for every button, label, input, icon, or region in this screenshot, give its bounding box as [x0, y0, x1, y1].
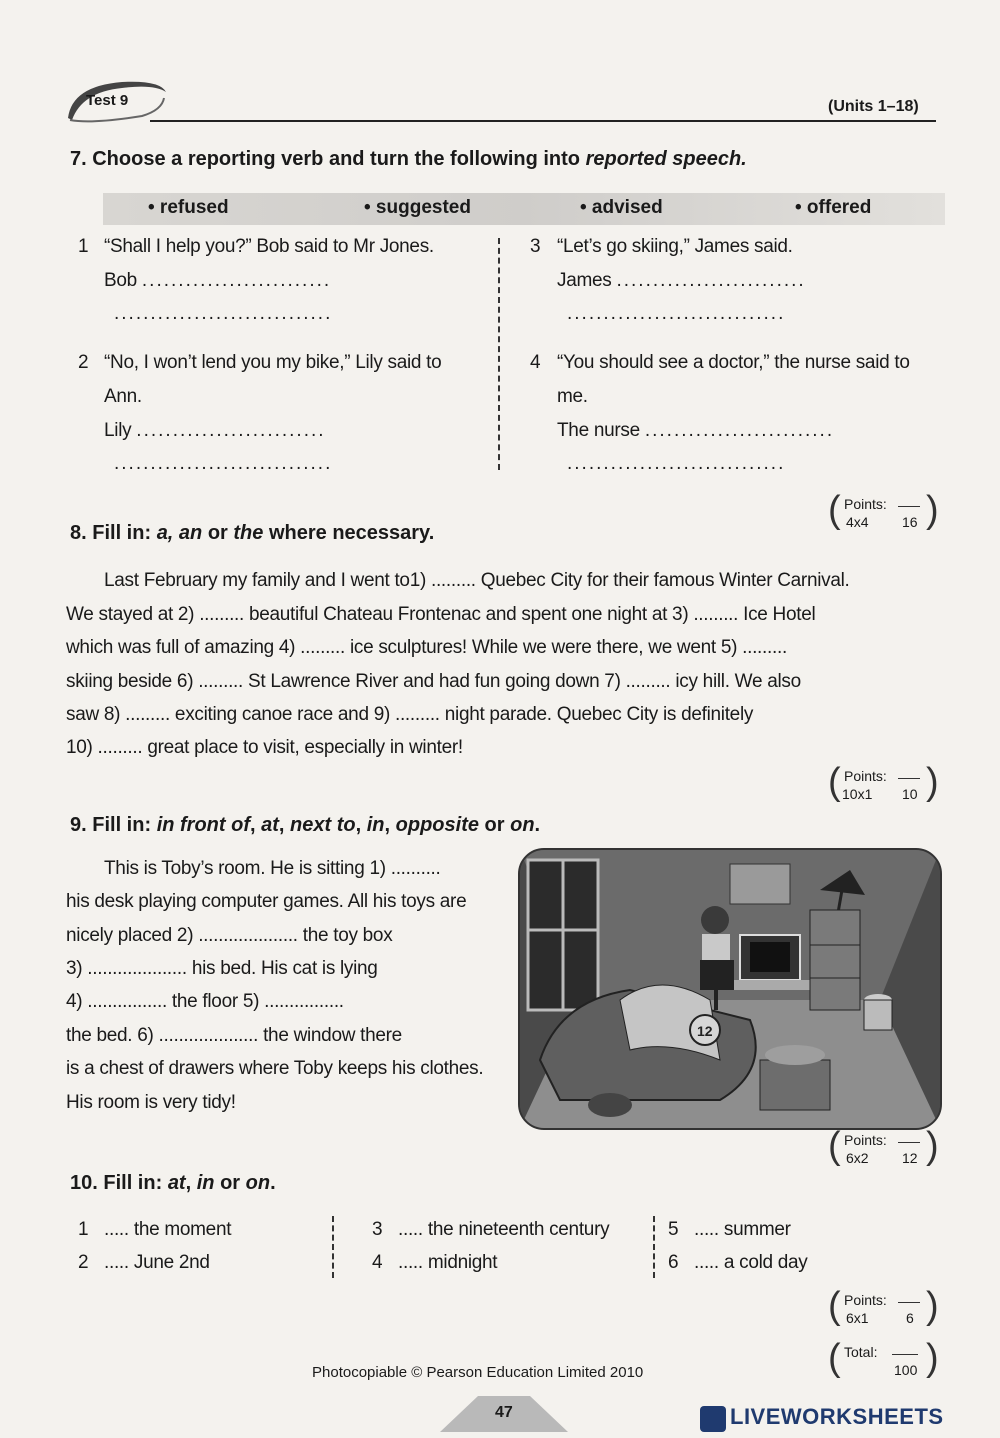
- copyright-text: Photocopiable © Pearson Education Limited 2010: [312, 1364, 644, 1381]
- ex7-item-1-subject: Bob ..........................: [104, 270, 332, 291]
- ex9-line-6[interactable]: the bed. 6) .................... the window there: [66, 1025, 402, 1046]
- liveworksheets-icon: [700, 1406, 726, 1432]
- units-label: (Units 1–18): [828, 98, 919, 115]
- ex10-title: 10. Fill in: at, in or on.: [70, 1172, 276, 1194]
- ex9-points: ( Points: 6x2 12 ): [828, 1125, 939, 1167]
- total-points: ( Total: 100 ): [828, 1337, 939, 1379]
- ex7-item-3-subject: James ..........................: [557, 270, 806, 291]
- ex7-item-1-answer-line[interactable]: ..............................: [114, 303, 333, 324]
- svg-text:12: 12: [697, 1023, 713, 1039]
- ex10-points: ( Points: 6x1 6 ): [828, 1285, 939, 1327]
- verb-advised: • advised: [580, 197, 663, 218]
- ex7-item-1-num: 1: [78, 236, 89, 257]
- ex7-points: ( Points: 4x4 16 ): [828, 489, 939, 531]
- header-rule: [150, 120, 936, 122]
- ex10-divider-1: [332, 1216, 334, 1278]
- test-label: Test 9: [86, 92, 129, 109]
- ex10-item-4[interactable]: ..... midnight: [398, 1252, 498, 1273]
- ex9-line-8: His room is very tidy!: [66, 1092, 236, 1113]
- ex10-item-5-num: 5: [668, 1219, 679, 1240]
- ex7-title: 7. Choose a reporting verb and turn the following into reported speech.: [70, 148, 747, 170]
- ex10-item-5[interactable]: ..... summer: [694, 1219, 791, 1240]
- room-illustration: [518, 848, 942, 1130]
- ex8-points: ( Points: 10x1 10 ): [828, 761, 939, 803]
- ex7-divider: [498, 238, 500, 470]
- ex7-item-2-num: 2: [78, 352, 89, 373]
- ex9-line-7: is a chest of drawers where Toby keeps his clothes.: [66, 1058, 484, 1079]
- page-number-tab: [440, 1392, 568, 1432]
- ex8-line-3[interactable]: which was full of amazing 4) ......... ice sculptures! While we were there, we went 5) .........: [66, 637, 787, 658]
- ex7-item-1-text: “Shall I help you?” Bob said to Mr Jones.: [104, 236, 434, 257]
- ex8-line-5[interactable]: saw 8) ......... exciting canoe race and 9) ......... night parade. Quebec City is definitely: [66, 704, 754, 725]
- verb-suggested: • suggested: [364, 197, 471, 218]
- ex10-item-1[interactable]: ..... the moment: [104, 1219, 232, 1240]
- ex10-item-4-num: 4: [372, 1252, 383, 1273]
- ex8-line-6[interactable]: 10) ......... great place to visit, especially in winter!: [66, 737, 463, 758]
- ex10-item-2[interactable]: ..... June 2nd: [104, 1252, 210, 1273]
- ex7-item-2-text-cont: Ann.: [104, 386, 142, 407]
- ex7-item-4-answer-line[interactable]: ..............................: [567, 453, 786, 474]
- ex7-item-2-subject: Lily ..........................: [104, 420, 326, 441]
- ex10-item-2-num: 2: [78, 1252, 89, 1273]
- ex10-item-3[interactable]: ..... the nineteenth century: [398, 1219, 610, 1240]
- ex7-item-3-text: “Let’s go skiing,” James said.: [557, 236, 793, 257]
- ex7-item-4-num: 4: [530, 352, 541, 373]
- ex10-divider-2: [653, 1216, 655, 1278]
- ex7-item-4-text: “You should see a doctor,” the nurse said to: [557, 352, 910, 373]
- ex7-item-3-answer-line[interactable]: ..............................: [567, 303, 786, 324]
- ex10-item-6-num: 6: [668, 1252, 679, 1273]
- ex8-line-4[interactable]: skiing beside 6) ......... St Lawrence River and had fun going down 7) ......... icy hill. We also: [66, 671, 801, 692]
- ex9-line-5[interactable]: 4) ................ the floor 5) ................: [66, 991, 344, 1012]
- ex9-line-4[interactable]: 3) .................... his bed. His cat is lying: [66, 958, 378, 979]
- ex10-item-1-num: 1: [78, 1219, 89, 1240]
- ex9-line-3[interactable]: nicely placed 2) .................... the toy box: [66, 925, 393, 946]
- ex9-line-2: his desk playing computer games. All his toys are: [66, 891, 467, 912]
- ex10-item-3-num: 3: [372, 1219, 383, 1240]
- ex8-title: 8. Fill in: a, an or the where necessary.: [70, 522, 435, 544]
- test-badge: [62, 78, 162, 122]
- ex9-line-1[interactable]: This is Toby’s room. He is sitting 1) ..........: [104, 858, 441, 879]
- ex7-item-3-num: 3: [530, 236, 541, 257]
- verb-refused: • refused: [148, 197, 229, 218]
- page-number: 47: [495, 1404, 513, 1421]
- ex7-item-4-subject: The nurse ..........................: [557, 420, 835, 441]
- ex9-title: 9. Fill in: in front of, at, next to, in, opposite or on.: [70, 814, 541, 836]
- ex7-item-4-text-cont: me.: [557, 386, 588, 407]
- ex7-item-2-text: “No, I won’t lend you my bike,” Lily said to: [104, 352, 442, 373]
- ex10-item-6[interactable]: ..... a cold day: [694, 1252, 808, 1273]
- ex8-line-1[interactable]: Last February my family and I went to1) ......... Quebec City for their famous Winter Carnival.: [104, 570, 850, 591]
- ex7-item-2-answer-line[interactable]: ..............................: [114, 453, 333, 474]
- verb-offered: • offered: [795, 197, 872, 218]
- ex8-line-2[interactable]: We stayed at 2) ......... beautiful Chateau Frontenac and spent one night at 3) ......... Ice Hotel: [66, 604, 816, 625]
